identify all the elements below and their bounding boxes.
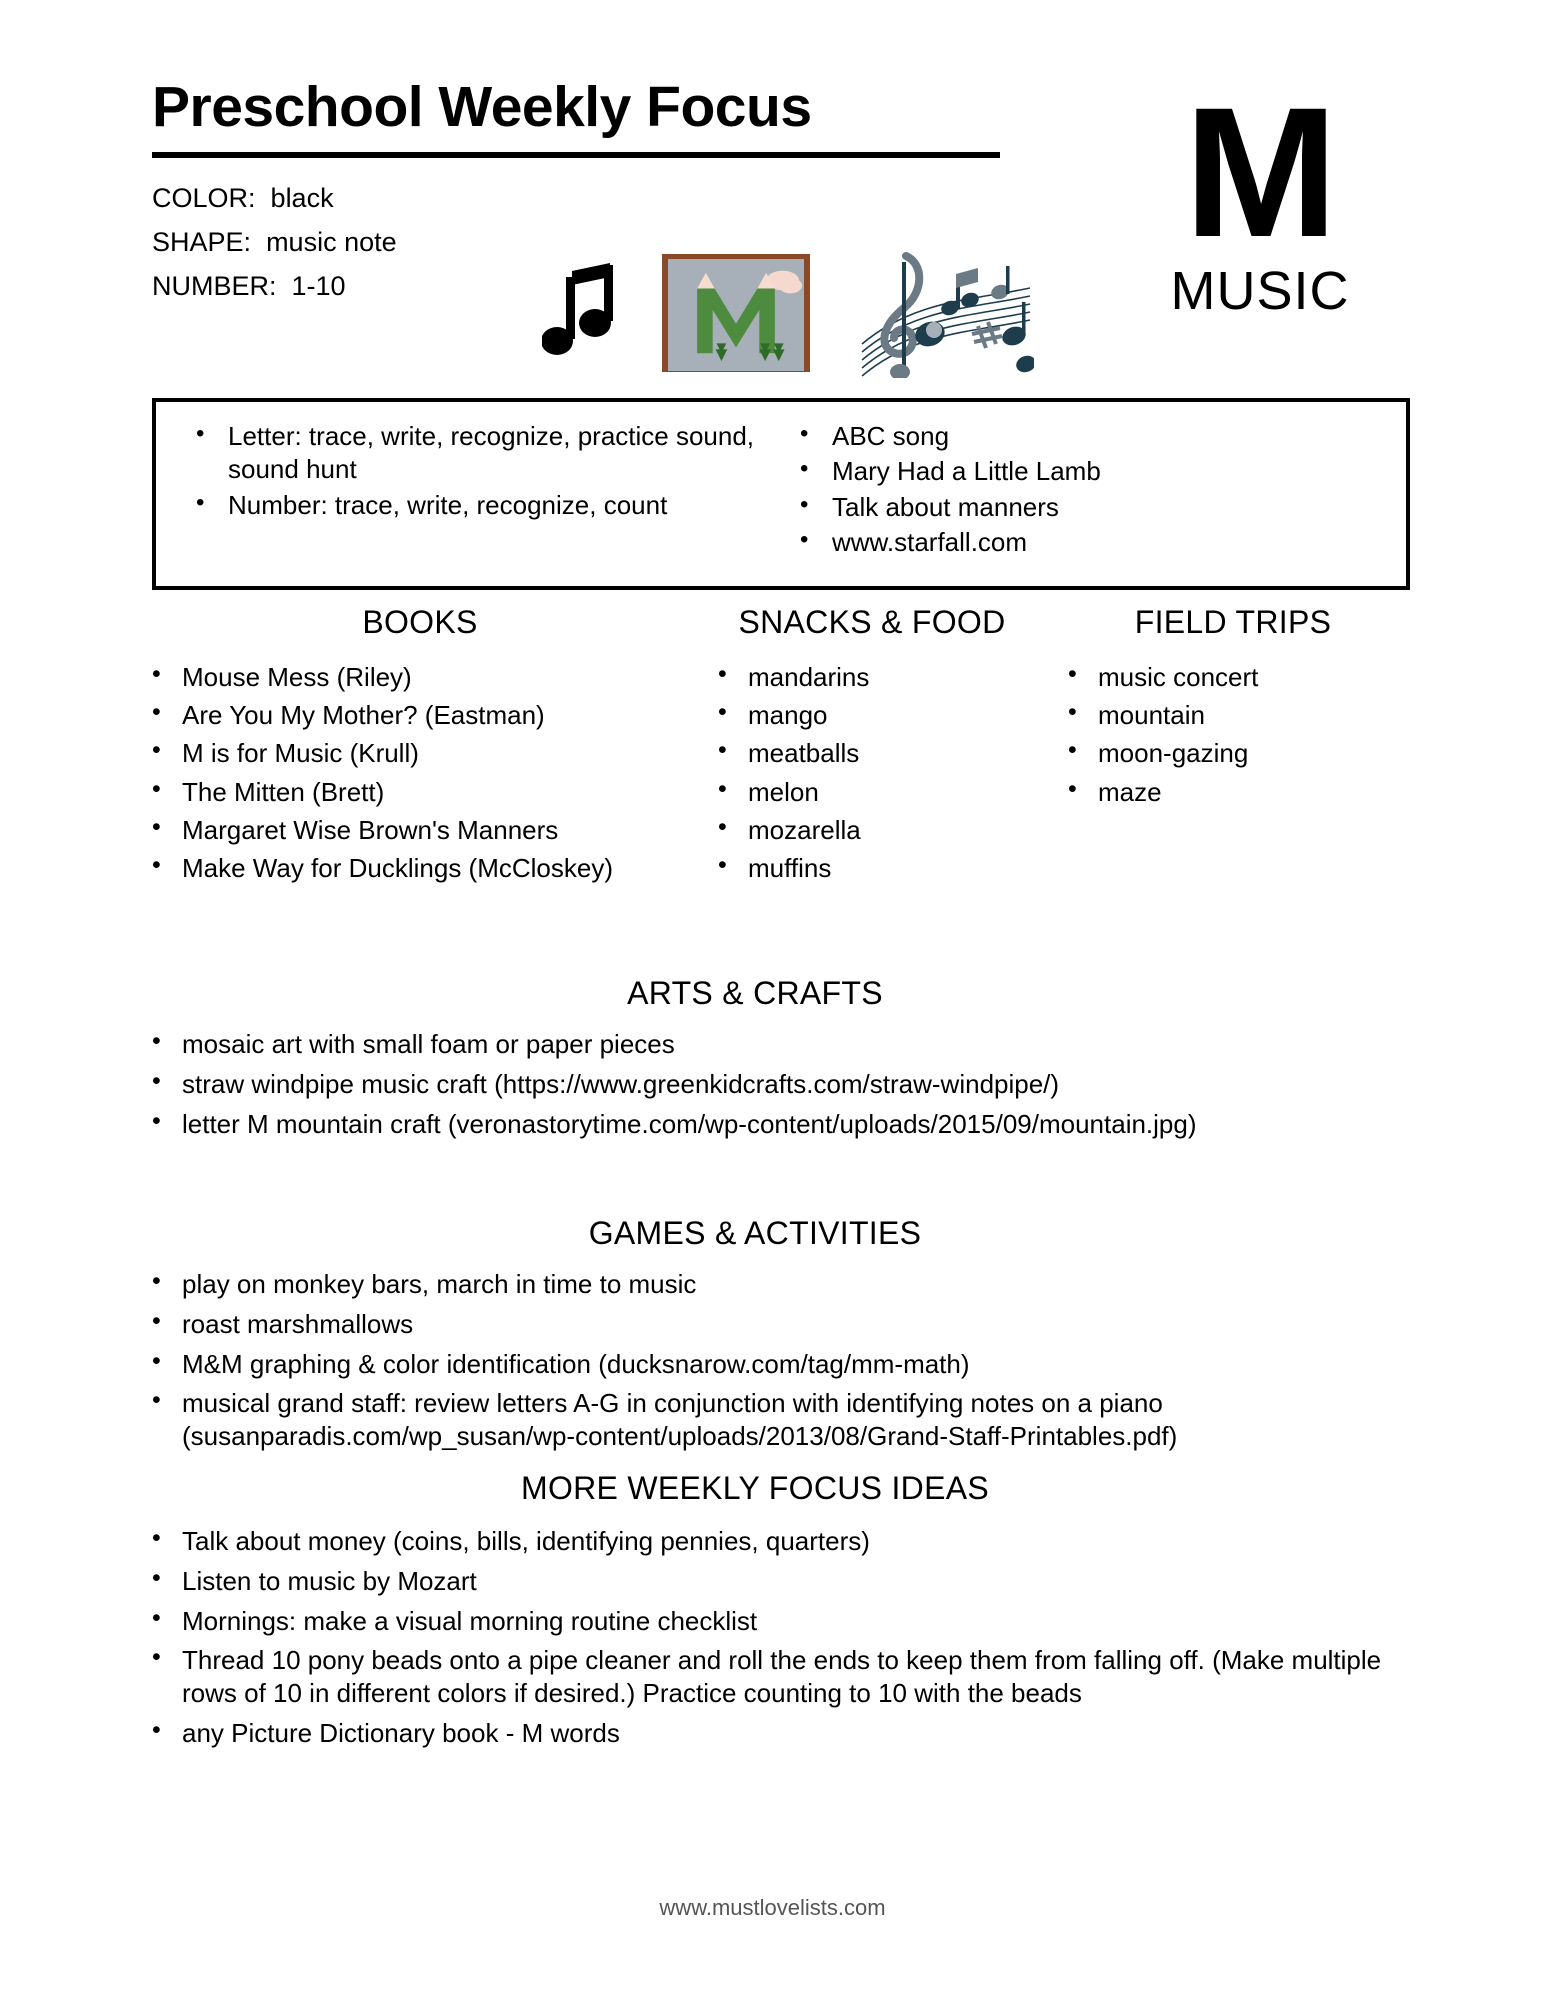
list-item: • The Mitten (Brett) xyxy=(140,776,700,808)
books-heading: BOOKS xyxy=(362,604,478,640)
list-item: • mozarella xyxy=(700,814,1050,846)
letter-of-week-block xyxy=(1110,70,1410,322)
more-ideas-section xyxy=(140,1470,1440,1757)
list-item: • Mouse Mess (Riley) xyxy=(140,661,700,693)
list-item[interactable]: • letter M mountain craft (veronastorytime.com/wp-content/uploads/2015/09/mountain.jpg) xyxy=(140,1108,1440,1141)
list-item[interactable]: • straw windpipe music craft (https://www.greenkidcrafts.com/straw-windpipe/) xyxy=(140,1068,1440,1101)
meta-label-shape: SHAPE: xyxy=(152,226,252,257)
list-item: • Mornings: make a visual morning routine checklist xyxy=(140,1605,1440,1638)
meta-label-color: COLOR: xyxy=(152,182,256,213)
list-item: • maze xyxy=(1050,776,1430,808)
list-item: • roast marshmallows xyxy=(140,1308,1440,1341)
arts-crafts-list xyxy=(140,1028,1440,1140)
list-item: • meatballs xyxy=(700,737,1050,769)
snacks-list xyxy=(700,661,1050,884)
list-item: • music concert xyxy=(1050,661,1430,693)
weekly-focus-box xyxy=(152,398,1410,590)
field-trips-list xyxy=(1050,661,1430,808)
list-item: • any Picture Dictionary book - M words xyxy=(140,1717,1440,1750)
list-item: • Number: trace, write, recognize, count xyxy=(182,489,756,522)
meta-label-number: NUMBER: xyxy=(152,270,277,301)
books-column xyxy=(140,604,700,890)
games-activities-list xyxy=(140,1268,1440,1453)
arts-crafts-section xyxy=(140,975,1440,1147)
books-list xyxy=(140,661,700,884)
list-item[interactable]: • M&M graphing & color identification (ducksnarow.com/tag/mm-math) xyxy=(140,1348,1440,1381)
snacks-heading: SNACKS & FOOD xyxy=(738,604,1006,640)
more-ideas-heading: MORE WEEKLY FOCUS IDEAS xyxy=(520,1470,990,1506)
list-item: • Talk about manners xyxy=(786,491,1356,524)
more-ideas-list xyxy=(140,1525,1440,1750)
list-item: • Listen to music by Mozart xyxy=(140,1565,1440,1598)
list-item: • mountain xyxy=(1050,699,1430,731)
list-item: • Margaret Wise Brown's Manners xyxy=(140,814,700,846)
meta-value-shape: music note xyxy=(266,226,397,257)
list-item[interactable]: • musical grand staff: review letters A-G in conjunction with identifying notes on a piano (susanparadis.com/wp_susan/wp-content/uploads/2013/08/Grand-Staff-Printables.pdf) xyxy=(140,1387,1440,1453)
meta-value-number: 1-10 xyxy=(291,270,346,301)
field-trips-column xyxy=(1050,604,1430,890)
focus-box-right-list xyxy=(786,420,1356,559)
footer-url[interactable]: www.mustlovelists.com xyxy=(659,1895,886,1920)
focus-box-left-column xyxy=(156,416,756,586)
list-item: • play on monkey bars, march in time to music xyxy=(140,1268,1440,1301)
games-activities-section xyxy=(140,1215,1440,1460)
list-item: • Talk about money (coins, bills, identifying pennies, quarters) xyxy=(140,1525,1440,1558)
arts-crafts-heading: ARTS & CRAFTS xyxy=(627,975,883,1011)
list-item: • Are You My Mother? (Eastman) xyxy=(140,699,700,731)
music-note-icon xyxy=(542,263,618,363)
list-item: • M is for Music (Krull) xyxy=(140,737,700,769)
musical-staff-clipart xyxy=(854,248,1034,378)
meta-value-color: black xyxy=(270,182,334,213)
list-item: • Thread 10 pony beads onto a pipe cleaner and roll the ends to keep them from falling off. (Make multiple rows of 10 in different colors if desired.) Practice counting to 10 with the beads xyxy=(140,1644,1440,1710)
letter-m-mountain-craft-photo xyxy=(662,254,810,372)
list-item: • moon-gazing xyxy=(1050,737,1430,769)
snacks-column xyxy=(700,604,1050,890)
list-item[interactable]: • www.starfall.com xyxy=(786,526,1356,559)
list-item: • ABC song xyxy=(786,420,1356,453)
title-divider xyxy=(152,152,1000,158)
games-activities-heading: GAMES & ACTIVITIES xyxy=(588,1215,922,1251)
list-item: • mango xyxy=(700,699,1050,731)
header-artwork-row xyxy=(542,248,1034,378)
field-trips-heading: FIELD TRIPS xyxy=(1134,604,1332,640)
focus-box-left-list xyxy=(182,420,756,522)
page-header xyxy=(152,70,1410,378)
list-item: • melon xyxy=(700,776,1050,808)
list-item: • Mary Had a Little Lamb xyxy=(786,455,1356,488)
list-item: • mosaic art with small foam or paper pieces xyxy=(140,1028,1440,1061)
big-letter: M xyxy=(1183,70,1337,276)
focus-box-right-column xyxy=(756,416,1356,586)
page-title: Preschool Weekly Focus xyxy=(152,75,812,139)
list-item: • Letter: trace, write, recognize, practice sound, sound hunt xyxy=(182,420,756,487)
three-column-section xyxy=(140,604,1430,890)
list-item: • mandarins xyxy=(700,661,1050,693)
big-word: MUSIC xyxy=(1170,261,1350,322)
list-item: • muffins xyxy=(700,852,1050,884)
list-item: • Make Way for Ducklings (McCloskey) xyxy=(140,852,700,884)
